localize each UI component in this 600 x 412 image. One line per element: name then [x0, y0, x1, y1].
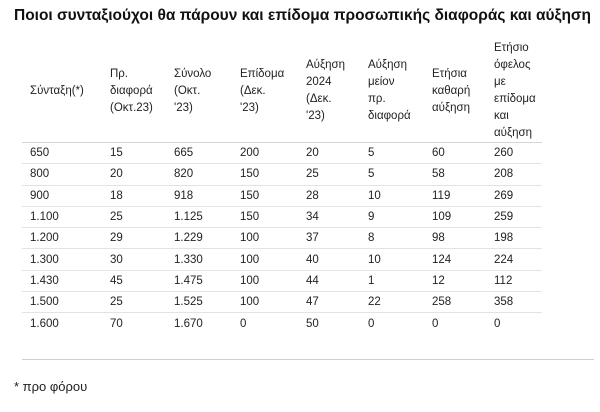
cell-total: 1.670 [174, 317, 203, 330]
header-pension: Σύνταξη(*) [22, 40, 100, 143]
cell-annual-benefit: 198 [484, 228, 542, 249]
page-title: Ποιοι συνταξιούχοι θα πάρουν και επίδομα προσωπικής διαφοράς και αύξηση [14, 7, 591, 24]
table-row [22, 143, 542, 164]
cell-increase-2024: 44 [296, 270, 358, 291]
cell-annual-benefit: 224 [484, 249, 542, 270]
cell-increase-2024: 47 [296, 292, 358, 313]
cell-total: 1.525 [164, 292, 230, 313]
cell-allowance: 100 [230, 292, 296, 313]
cell-annual-net-increase: 124 [422, 249, 484, 270]
table-row [22, 292, 542, 313]
cell-allowance: 200 [230, 143, 296, 164]
cell-increase-2024: 25 [296, 164, 358, 185]
cell-pension: 1.430 [22, 270, 100, 291]
cell-increase-minus-difference: 5 [358, 164, 422, 185]
cell-allowance: 150 [230, 185, 296, 206]
table-bottom-divider [22, 359, 594, 360]
table-row [22, 206, 542, 227]
cell-total: 665 [164, 143, 230, 164]
cell-annual-net-increase: 258 [422, 292, 484, 313]
table-row [22, 164, 542, 185]
cell-increase-2024: 40 [296, 249, 358, 270]
cell-allowance: 100 [230, 249, 296, 270]
header-increase-2024: Αύξηση 2024 (Δεκ. '23) [296, 40, 358, 143]
cell-pension: 900 [22, 185, 100, 206]
cell-pension: 1.500 [22, 292, 100, 313]
cell-allowance: 100 [230, 228, 296, 249]
cell-allowance: 150 [230, 206, 296, 227]
table-row [22, 270, 542, 291]
cell-annual-net-increase: 58 [422, 164, 484, 185]
cell-increase-2024: 50 [306, 317, 319, 330]
cell-increase-minus-difference: 10 [358, 185, 422, 206]
cell-increase-minus-difference: 10 [358, 249, 422, 270]
cell-pension: 1.600 [30, 317, 59, 330]
cell-total: 820 [164, 164, 230, 185]
cell-annual-benefit: 0 [494, 317, 501, 330]
cell-pension: 1.100 [22, 206, 100, 227]
cell-annual-benefit: 259 [484, 206, 542, 227]
cell-personal-difference: 18 [100, 185, 164, 206]
footnote: * προ φόρου [14, 379, 88, 394]
table-container[interactable] [22, 40, 594, 360]
cell-personal-difference: 30 [100, 249, 164, 270]
cell-increase-minus-difference: 5 [358, 143, 422, 164]
cell-personal-difference: 25 [100, 292, 164, 313]
cell-increase-2024: 34 [296, 206, 358, 227]
cell-annual-net-increase: 12 [422, 270, 484, 291]
cell-personal-difference: 15 [100, 143, 164, 164]
cell-increase-minus-difference: 22 [358, 292, 422, 313]
cell-increase-2024: 20 [296, 143, 358, 164]
header-total: Σύνολο (Οκτ. '23) [164, 40, 230, 143]
cell-allowance: 0 [240, 317, 247, 330]
cell-personal-difference: 45 [100, 270, 164, 291]
cell-allowance: 150 [230, 164, 296, 185]
table-row [22, 313, 542, 334]
cell-personal-difference: 29 [100, 228, 164, 249]
cell-total: 1.330 [164, 249, 230, 270]
cell-increase-minus-difference: 8 [358, 228, 422, 249]
header-allowance: Επίδομα (Δεκ. '23) [230, 40, 296, 143]
table-row [22, 185, 542, 206]
cell-annual-benefit: 208 [484, 164, 542, 185]
cell-annual-benefit: 358 [484, 292, 542, 313]
cell-annual-net-increase: 98 [422, 228, 484, 249]
cell-allowance: 100 [230, 270, 296, 291]
table-scroll-area [22, 40, 594, 334]
cell-pension: 1.300 [22, 249, 100, 270]
cell-pension: 650 [22, 143, 100, 164]
cell-increase-2024: 28 [296, 185, 358, 206]
table-row [22, 228, 542, 249]
cell-pension: 1.200 [22, 228, 100, 249]
cell-annual-benefit: 260 [484, 143, 542, 164]
cell-annual-benefit: 269 [484, 185, 542, 206]
cell-increase-2024: 37 [296, 228, 358, 249]
cell-total: 1.229 [164, 228, 230, 249]
cell-annual-net-increase: 109 [422, 206, 484, 227]
cell-personal-difference: 20 [100, 164, 164, 185]
table-header-row [22, 40, 542, 143]
cell-total: 918 [164, 185, 230, 206]
cell-annual-net-increase: 60 [422, 143, 484, 164]
cell-increase-minus-difference: 0 [368, 317, 375, 330]
header-annual-net-increase: Ετήσια καθαρή αύξηση [422, 40, 484, 143]
cell-increase-minus-difference: 1 [358, 270, 422, 291]
pension-table [22, 40, 542, 334]
cell-total: 1.475 [164, 270, 230, 291]
header-annual-benefit: Ετήσιο όφελος με επίδομα και αύξηση [484, 40, 542, 143]
cell-pension: 800 [22, 164, 100, 185]
cell-annual-net-increase: 119 [422, 185, 484, 206]
header-personal-difference: Πρ. διαφορά (Οκτ.23) [100, 40, 164, 143]
header-increase-minus-difference: Αύξηση μείον πρ. διαφορά [358, 40, 422, 143]
cell-annual-net-increase: 0 [432, 317, 439, 330]
cell-annual-benefit: 112 [484, 270, 542, 291]
cell-increase-minus-difference: 9 [358, 206, 422, 227]
table-row [22, 249, 542, 270]
cell-total: 1.125 [164, 206, 230, 227]
cell-personal-difference: 25 [100, 206, 164, 227]
cell-personal-difference: 70 [110, 317, 123, 330]
